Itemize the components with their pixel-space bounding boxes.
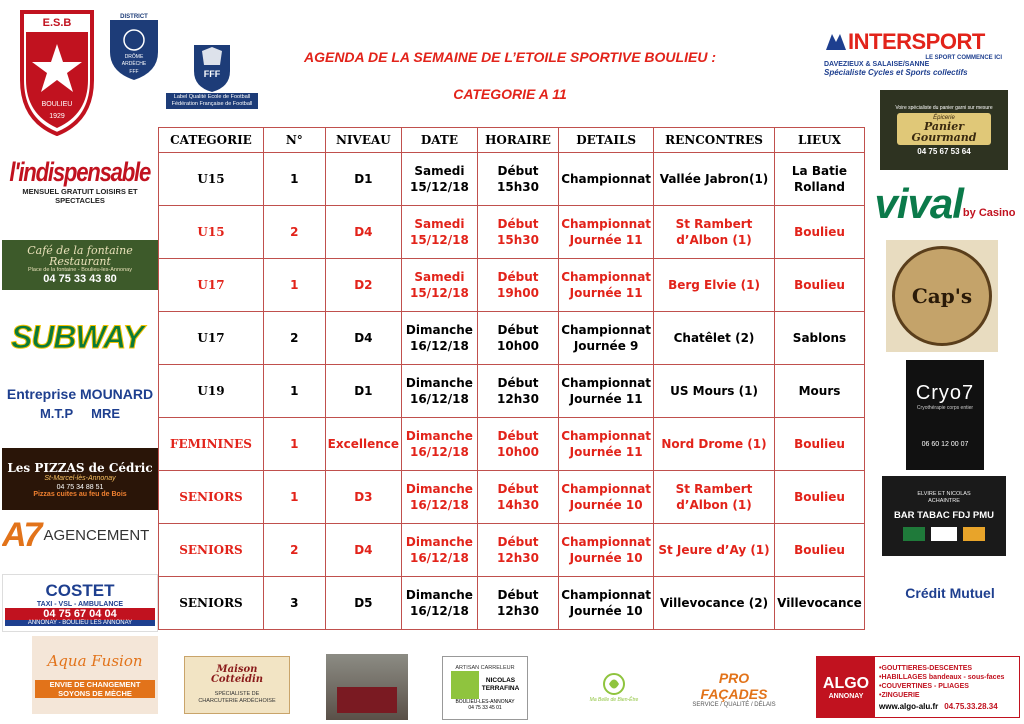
cell-categorie: U19 [159,365,264,418]
indispensable-logo: l'indispensable MENSUEL GRATUIT LOISIRS ET SPECTACLES [9,157,151,205]
table-row [159,312,865,365]
a7-agencement-logo: A7 AGENCEMENT [2,515,150,554]
cell-lieux: Boulieu [774,524,864,577]
table-row [159,471,865,524]
cell-details: Championnat Journée 11 [559,365,654,418]
cell-lieux: Boulieu [774,259,864,312]
cell-date: Samedi 15/12/18 [402,259,478,312]
cell-details: Championnat Journée 11 [559,206,654,259]
cell-numero: 1 [263,259,325,312]
cell-categorie: U15 [159,206,264,259]
table-row [159,577,865,630]
cell-categorie: FEMININES [159,418,264,471]
svg-text:BOULIEU: BOULIEU [41,101,73,108]
cell-numero: 1 [263,418,325,471]
svg-text:DISTRICT: DISTRICT [120,14,148,20]
table-row [159,365,865,418]
header-categorie: CATEGORIE [159,128,264,153]
cell-rencontres: St Rambert d’Albon (1) [654,471,775,524]
cell-niveau: D4 [325,312,401,365]
cell-date: Dimanche 16/12/18 [402,312,478,365]
district-logo [106,12,162,82]
table-header-row [159,128,865,153]
cafe-fontaine-logo: Café de la fontaine Restaurant Place de la fontaine - Boulieu-les-Annonay 04 75 33 43 80 [2,240,158,290]
cell-rencontres: Chatêlet (2) [654,312,775,365]
cell-details: Championnat [559,153,654,206]
cell-lieux: La Batie Rolland [774,153,864,206]
cell-rencontres: St Rambert d’Albon (1) [654,206,775,259]
cell-date: Dimanche 16/12/18 [402,577,478,630]
svg-text:FFF: FFF [129,69,139,75]
header-numero: N° [263,128,325,153]
cell-details: Championnat Journée 10 [559,471,654,524]
svg-text:FFF: FFF [203,69,221,79]
cell-niveau: D1 [325,153,401,206]
shop-photo [326,654,408,720]
fff-label-logo: FFF Label Qualité Ecole de Football Fédération Française de Football [166,40,258,112]
cell-categorie: U15 [159,153,264,206]
cell-details: Championnat Journée 11 [559,418,654,471]
terrafina-logo: ARTISAN CARRELEUR NICOLAS TERRAFINA BOULIEU-LES-ANNONAY 04 75 33 45 01 [442,656,528,720]
pro-facades-logo: PRO FAÇADES SERVICE / QUALITÉ / DÉLAIS [692,670,776,708]
cell-numero: 1 [263,471,325,524]
page-subtitle: CATEGORIE A 11 [453,86,567,102]
cell-lieux: Boulieu [774,471,864,524]
cryo7-logo: Cryo7 Cryothérapie corps entier 06 60 12 00 07 [906,360,984,470]
cell-date: Samedi 15/12/18 [402,153,478,206]
cell-numero: 2 [263,206,325,259]
cell-niveau: D4 [325,206,401,259]
cell-niveau: D4 [325,524,401,577]
header-horaire: HORAIRE [477,128,558,153]
table-row [159,524,865,577]
aqua-fusion-logo: Aqua Fusion ENVIE DE CHANGEMENT SOYONS DE MÈCHE [32,636,158,714]
table-row [159,153,865,206]
credit-mutuel-logo: Crédit Mutuel [905,585,995,601]
header-niveau: NIVEAU [325,128,401,153]
header-details: DETAILS [559,128,654,153]
svg-text:1929: 1929 [49,113,65,120]
mounard-logo: Entreprise MOUNARD M.T.P MRE [6,385,154,421]
cell-lieux: Mours [774,365,864,418]
cell-categorie: U17 [159,312,264,365]
cell-numero: 1 [263,153,325,206]
costet-logo: COSTET TAXI - VSL - AMBULANCE 04 75 67 04 04 ANNONAY - BOULIEU LES ANNONAY [2,574,158,632]
cell-horaire: Début 14h30 [477,471,558,524]
cell-details: Championnat Journée 10 [559,577,654,630]
cell-horaire: Début 15h30 [477,206,558,259]
cell-details: Championnat Journée 10 [559,524,654,577]
cell-niveau: D3 [325,471,401,524]
cell-categorie: SENIORS [159,524,264,577]
cell-horaire: Début 10h00 [477,312,558,365]
algo-logo: ALGO ANNONAY •GOUTTIERES-DESCENTES •HABILLAGES bandeaux - sous-faces •COUVERTINES - PLIAGES •ZINGUERIE www.algo-alu.fr 04.75.33.28.34 [816,656,1020,718]
cell-niveau: D5 [325,577,401,630]
cell-numero: 2 [263,524,325,577]
table-row [159,418,865,471]
cell-rencontres: St Jeure d’Ay (1) [654,524,775,577]
cell-horaire: Début 19h00 [477,259,558,312]
agenda-table [158,127,865,630]
cell-niveau: D1 [325,365,401,418]
cell-rencontres: Berg Elvie (1) [654,259,775,312]
cell-rencontres: Nord Drome (1) [654,418,775,471]
table-row [159,259,865,312]
bar-tabac-logo: ELVIRE ET NICOLAS ACHAINTRE BAR TABAC FDJ PMU [882,476,1006,556]
cell-horaire: Début 12h30 [477,577,558,630]
cell-details: Championnat Journée 9 [559,312,654,365]
page-title: AGENDA DE LA SEMAINE DE L’ETOILE SPORTIVE BOULIEU : [303,49,716,65]
cell-date: Dimanche 16/12/18 [402,471,478,524]
cotteidin-logo: Maison Cotteidin SPÉCIALISTE DE CHARCUTERIE ARDÉCHOISE [184,656,290,714]
svg-text:DRÔME: DRÔME [124,54,144,60]
cell-categorie: SENIORS [159,577,264,630]
cell-horaire: Début 15h30 [477,153,558,206]
cell-numero: 3 [263,577,325,630]
cell-rencontres: US Mours (1) [654,365,775,418]
pizzas-logo: Les PIZZAS de Cédric St-Marcel-lès-Annonay 04 75 34 88 51 Pizzas cuites au feu de Bois [2,448,158,510]
cell-lieux: Sablons [774,312,864,365]
cell-niveau: Excellence [325,418,401,471]
cell-niveau: D2 [325,259,401,312]
vival-logo: vival by Casino [874,180,1016,227]
cell-numero: 1 [263,365,325,418]
cell-details: Championnat Journée 11 [559,259,654,312]
header-lieux: LIEUX [774,128,864,153]
cell-categorie: SENIORS [159,471,264,524]
cell-horaire: Début 12h30 [477,524,558,577]
cell-categorie: U17 [159,259,264,312]
cell-lieux: Boulieu [774,206,864,259]
cell-date: Samedi 15/12/18 [402,206,478,259]
subway-logo: SUBWAY [10,318,144,355]
intersport-logo: INTERSPORT LE SPORT COMMENCE ICI DAVEZIEUX & SALAISE/SANNE Spécialiste Cycles et Sports collectifs [824,29,1002,77]
cell-horaire: Début 10h00 [477,418,558,471]
cell-lieux: Villevocance [774,577,864,630]
beaute-logo: Ma Belle de Bien-Être [580,660,648,714]
cell-date: Dimanche 16/12/18 [402,365,478,418]
header-rencontres: RENCONTRES [654,128,775,153]
header-date: DATE [402,128,478,153]
esb-logo [18,10,96,136]
cell-date: Dimanche 16/12/18 [402,418,478,471]
table-row [159,206,865,259]
cell-rencontres: Villevocance (2) [654,577,775,630]
cell-lieux: Boulieu [774,418,864,471]
panier-gourmand-logo: Voire spécialiste du panier garni sur mesure Épicerie Panier Gourmand 04 75 67 53 64 [880,90,1008,170]
esb-logo-text: E.S.B [42,17,72,29]
cell-rencontres: Vallée Jabron(1) [654,153,775,206]
cell-numero: 2 [263,312,325,365]
svg-text:ARDÈCHE: ARDÈCHE [121,61,147,67]
caps-logo: Cap's [886,240,998,352]
cell-horaire: Début 12h30 [477,365,558,418]
cell-date: Dimanche 16/12/18 [402,524,478,577]
